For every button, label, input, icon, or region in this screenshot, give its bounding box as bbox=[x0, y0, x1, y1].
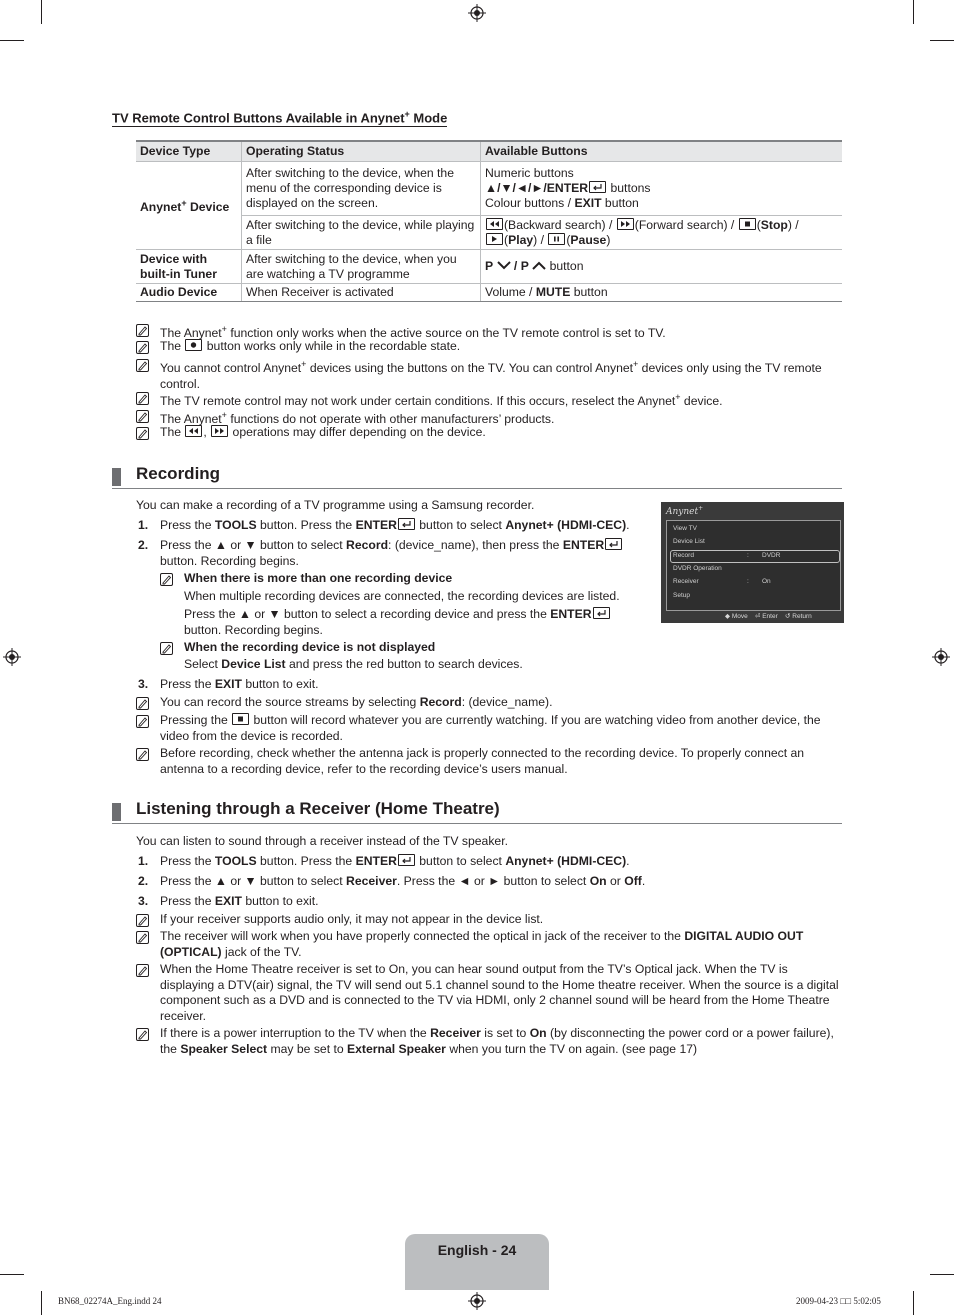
step-number: 1. bbox=[138, 854, 149, 868]
recording-intro: You can make a recording of a TV programme using a Samsung recorder. bbox=[136, 498, 535, 512]
enter-icon: ⏎ bbox=[754, 613, 761, 620]
section-title: Listening through a Receiver (Home Theatre) bbox=[136, 799, 500, 818]
registration-mark-icon bbox=[3, 648, 21, 666]
menu-item-device-list[interactable]: Device List bbox=[673, 538, 705, 545]
enter-icon bbox=[589, 181, 606, 193]
step-number: 1. bbox=[138, 518, 149, 532]
section-heading-receiver bbox=[112, 799, 842, 824]
enter-icon bbox=[398, 518, 415, 530]
anynet-logo: Anynet+ bbox=[666, 505, 704, 517]
note-icon bbox=[160, 573, 173, 586]
section-title: Recording bbox=[136, 464, 221, 483]
page-number-tab bbox=[405, 1234, 549, 1290]
anynet-menu-screenshot bbox=[661, 502, 844, 623]
sub-note-text: Select Device List and press the red button to search devices. bbox=[184, 657, 523, 671]
header-device-type: Device Type bbox=[136, 141, 242, 162]
cell-buttons: Volume / MUTE button bbox=[481, 284, 843, 302]
cell-status: After switching to the device, while playing a file bbox=[242, 216, 481, 250]
chevron-up-icon bbox=[532, 261, 546, 270]
section-bar bbox=[112, 803, 121, 821]
note-icon bbox=[136, 748, 149, 761]
menu-value-receiver: On bbox=[762, 578, 771, 585]
note-icon bbox=[136, 324, 149, 337]
receiver-step-2: Press the ▲ or ▼ button to select Receiver. Press the ◄ or ► button to select On or Off. bbox=[160, 874, 646, 888]
chevron-down-icon bbox=[497, 261, 511, 270]
note-icon bbox=[136, 697, 149, 710]
stop-icon bbox=[739, 218, 756, 230]
rewind-icon bbox=[486, 218, 503, 230]
note-icon bbox=[136, 392, 149, 405]
note-icon bbox=[136, 914, 149, 927]
rewind-icon bbox=[185, 425, 202, 437]
crop-mark bbox=[913, 0, 914, 24]
sub-note-text: When multiple recording devices are connected, the recording devices are listed. bbox=[184, 589, 620, 603]
enter-icon bbox=[593, 607, 610, 619]
sub-note-text: Press the ▲ or ▼ button to select a recording device and press the ENTER button. Recording begins. bbox=[184, 607, 611, 638]
crop-mark bbox=[0, 40, 24, 41]
menu-sep: : bbox=[747, 552, 749, 559]
step-number: 3. bbox=[138, 677, 149, 691]
crop-mark bbox=[913, 1291, 914, 1315]
registration-mark-icon bbox=[468, 1292, 486, 1310]
step-number: 3. bbox=[138, 894, 149, 908]
receiver-step-1: Press the TOOLS button. Press the ENTER button to select Anynet+ (HDMI-CEC). bbox=[160, 854, 630, 868]
step-number: 2. bbox=[138, 874, 149, 888]
menu-value-record: DVDR bbox=[762, 552, 781, 559]
crop-mark bbox=[0, 1274, 24, 1275]
move-icon: ◆ bbox=[725, 613, 730, 620]
menu-footer: ◆ Move ⏎ Enter ↺ Return bbox=[725, 613, 812, 620]
note-icon bbox=[136, 964, 149, 977]
fast-forward-icon bbox=[211, 425, 228, 437]
menu-item-setup[interactable]: Setup bbox=[673, 592, 690, 599]
crop-mark bbox=[41, 1291, 42, 1315]
recording-step-3: Press the EXIT button to exit. bbox=[160, 677, 319, 691]
pause-icon bbox=[548, 233, 565, 245]
cell-status: After switching to the device, when the menu of the corresponding device is displayed on the screen. bbox=[242, 162, 481, 216]
cell-audio-device: Audio Device bbox=[136, 284, 242, 302]
registration-mark-icon bbox=[932, 648, 950, 666]
table-row bbox=[136, 216, 842, 250]
cell-buttons: Numeric buttons ▲/▼/◄/►/ENTER buttons Colour buttons / EXIT button bbox=[481, 162, 843, 216]
crop-mark bbox=[930, 40, 954, 41]
menu-item-view-tv[interactable]: View TV bbox=[673, 525, 697, 532]
note-icon bbox=[136, 715, 149, 728]
note-icon bbox=[136, 341, 149, 354]
note-icon bbox=[160, 642, 173, 655]
note-icon bbox=[136, 359, 149, 372]
table-row bbox=[136, 162, 842, 216]
cell-anynet-device: Anynet+ Device bbox=[136, 162, 242, 250]
remote-buttons-table bbox=[136, 140, 842, 302]
crop-mark bbox=[930, 1274, 954, 1275]
crop-mark bbox=[41, 0, 42, 24]
receiver-step-3: Press the EXIT button to exit. bbox=[160, 894, 319, 908]
note-icon bbox=[136, 410, 149, 423]
section-bar bbox=[112, 468, 121, 486]
fast-forward-icon bbox=[617, 218, 634, 230]
note-icon bbox=[136, 1028, 149, 1041]
cell-status: When Receiver is activated bbox=[242, 284, 481, 302]
cell-status: After switching to the device, when you are watching a TV programme bbox=[242, 250, 481, 284]
cell-buttons: (Backward search) / (Forward search) / (Stop) / (Play) / (Pause) bbox=[481, 216, 843, 250]
menu-item-dvdr-operation[interactable]: DVDR Operation bbox=[673, 565, 722, 572]
note-icon bbox=[136, 931, 149, 944]
menu-panel bbox=[666, 520, 841, 611]
menu-sep: : bbox=[747, 578, 749, 585]
page-number: English - 24 bbox=[437, 1242, 517, 1258]
menu-highlight bbox=[670, 550, 840, 563]
receiver-intro: You can listen to sound through a receiver instead of the TV speaker. bbox=[136, 834, 508, 848]
registration-mark-icon bbox=[468, 4, 486, 22]
record-icon bbox=[232, 713, 249, 725]
cell-device-tuner: Device with built-in Tuner bbox=[136, 250, 242, 284]
table-header-row bbox=[136, 141, 842, 162]
section-heading-recording bbox=[112, 464, 842, 489]
step-number: 2. bbox=[138, 538, 149, 552]
menu-item-receiver[interactable]: Receiver bbox=[673, 578, 699, 585]
menu-item-record[interactable]: Record bbox=[673, 552, 694, 559]
recording-step-1: Press the TOOLS button. Press the ENTER button to select Anynet+ (HDMI-CEC). bbox=[160, 518, 630, 532]
enter-icon bbox=[605, 538, 622, 550]
record-icon bbox=[185, 339, 202, 351]
return-icon: ↺ bbox=[785, 613, 791, 620]
enter-icon bbox=[398, 854, 415, 866]
table-row bbox=[136, 284, 842, 302]
table-title: TV Remote Control Buttons Available in Anynet+ Mode bbox=[112, 109, 448, 126]
table-row bbox=[136, 250, 842, 284]
cell-buttons: P / P button bbox=[481, 250, 843, 284]
play-icon bbox=[486, 233, 503, 245]
note-icon bbox=[136, 427, 149, 440]
recording-step-2: Press the ▲ or ▼ button to select Record: (device_name), then press the ENTER button. Recording begins. bbox=[160, 538, 623, 569]
header-operating-status: Operating Status bbox=[242, 141, 481, 162]
header-available-buttons: Available Buttons bbox=[481, 141, 843, 162]
slug-date: 2009-04-23 □□ 5:02:05 bbox=[796, 1296, 881, 1306]
slug-file: BN68_02274A_Eng.indd 24 bbox=[58, 1296, 162, 1306]
